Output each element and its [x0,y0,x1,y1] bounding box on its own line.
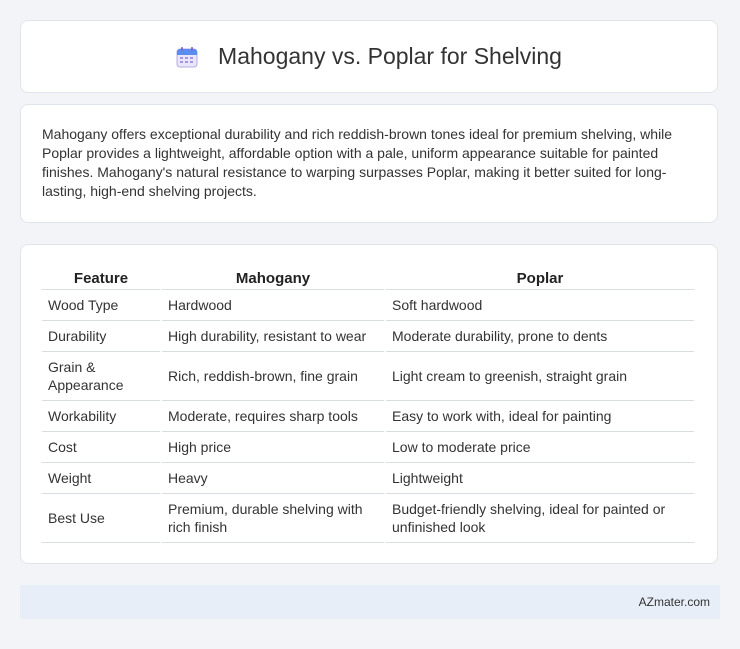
header-card [20,20,718,93]
feature-cell: Durability [42,321,160,352]
feature-cell: Wood Type [42,290,160,321]
mahogany-cell: Rich, reddish-brown, fine grain [162,352,384,401]
feature-cell: Grain & Appearance [42,352,160,401]
mahogany-cell: High price [162,432,384,463]
table-row [42,401,694,432]
poplar-cell: Soft hardwood [386,290,694,321]
poplar-cell: Easy to work with, ideal for painting [386,401,694,432]
footer-bar [20,585,720,619]
mahogany-cell: Premium, durable shelving with rich finish [162,494,384,543]
table-header-row [42,267,694,290]
feature-cell: Best Use [42,494,160,543]
footer-site-link[interactable]: AZmater.com [638,595,710,609]
intro-text: Mahogany offers exceptional durability and rich reddish-brown tones ideal for premium shelving, while Poplar provides a lightweight, affordable option with a pale, uniform appearance suitable for painted finishes. Mahogany's natural resistance to warping surpasses Poplar, making it better suited for long-lasting, high-end shelving projects. [42,126,673,199]
column-header-poplar: Poplar [386,267,694,290]
column-header-feature: Feature [42,267,160,290]
intro-card [20,104,718,223]
poplar-cell: Lightweight [386,463,694,494]
feature-cell: Weight [42,463,160,494]
table-row [42,432,694,463]
table-row [42,352,694,401]
poplar-cell: Light cream to greenish, straight grain [386,352,694,401]
comparison-table [40,267,696,543]
poplar-cell: Moderate durability, prone to dents [386,321,694,352]
feature-cell: Workability [42,401,160,432]
mahogany-cell: Heavy [162,463,384,494]
column-header-mahogany: Mahogany [162,267,384,290]
table-row [42,290,694,321]
table-row [42,463,694,494]
calendar-icon [176,46,198,68]
mahogany-cell: Hardwood [162,290,384,321]
table-row [42,321,694,352]
table-row [42,494,694,543]
mahogany-cell: High durability, resistant to wear [162,321,384,352]
poplar-cell: Budget-friendly shelving, ideal for painted or unfinished look [386,494,694,543]
feature-cell: Cost [42,432,160,463]
poplar-cell: Low to moderate price [386,432,694,463]
comparison-table-card [20,244,718,564]
page-title: Mahogany vs. Poplar for Shelving [218,43,562,69]
mahogany-cell: Moderate, requires sharp tools [162,401,384,432]
